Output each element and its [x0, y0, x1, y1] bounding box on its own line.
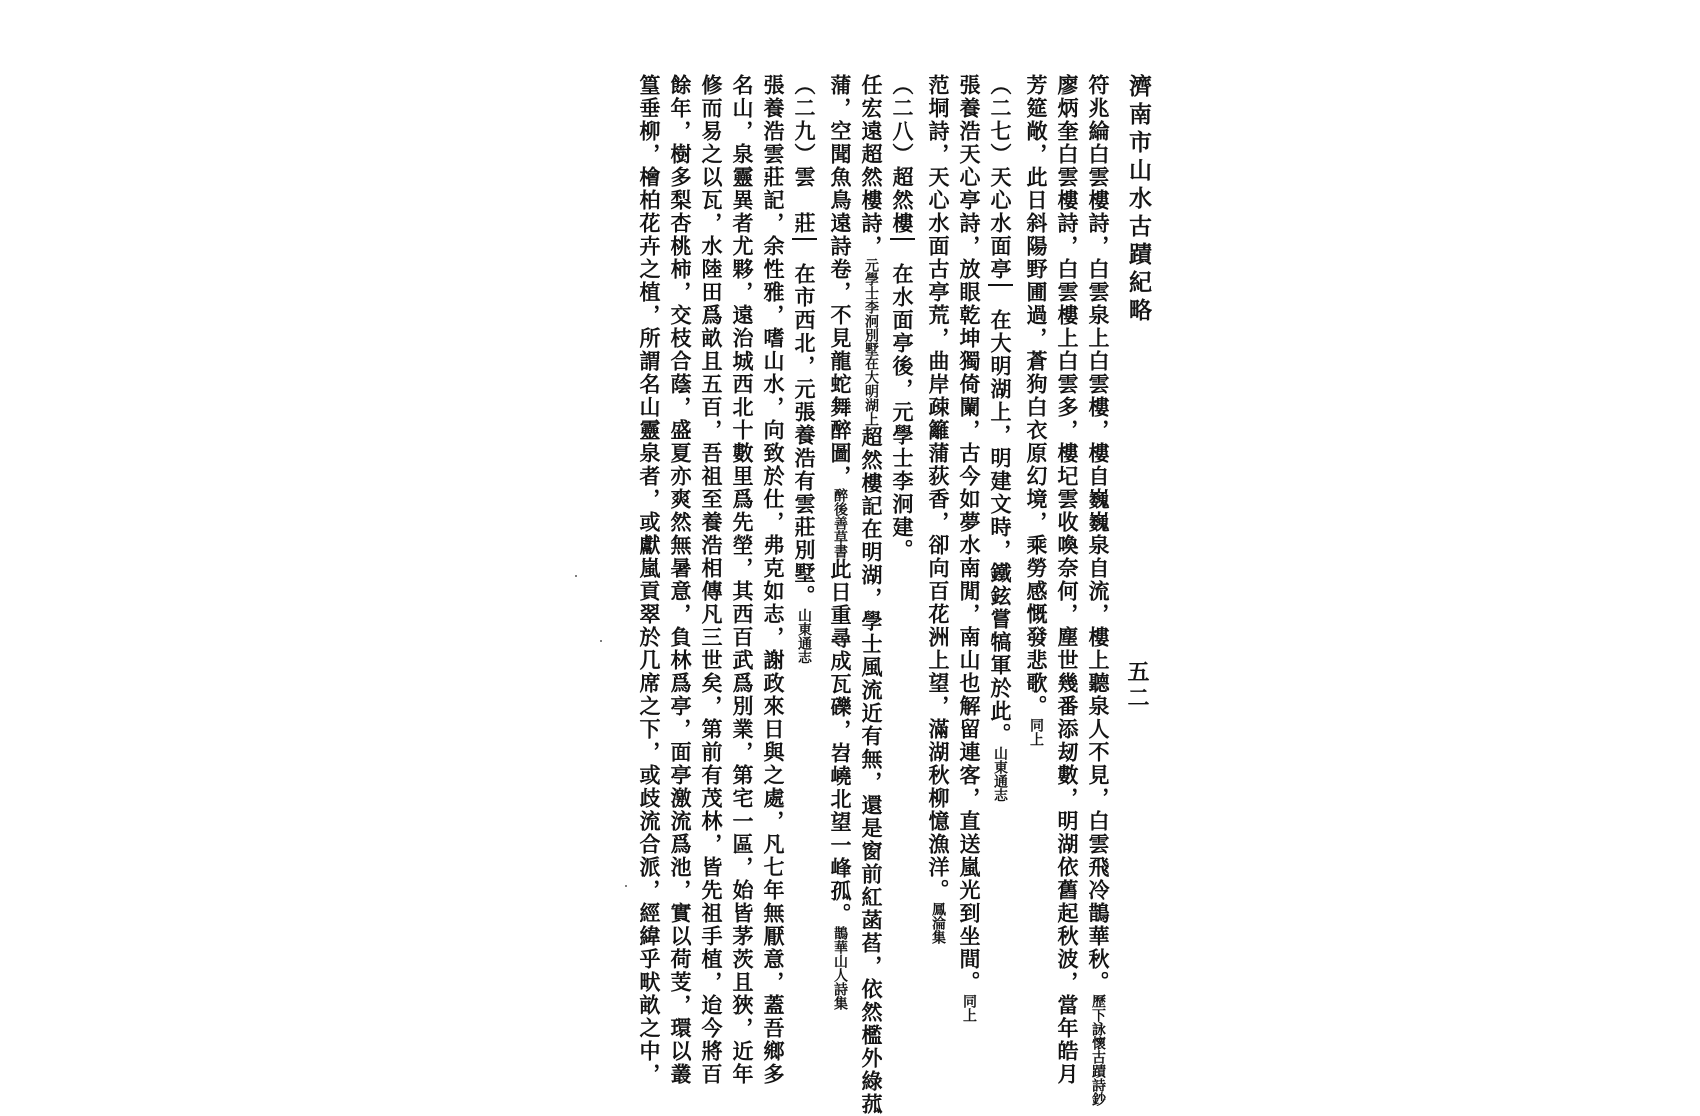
text-column: 芳筵敞，此日斜陽野圃過，蒼狗白衣原幻境，乘勞感慨發悲歌。同上 [1024, 74, 1049, 746]
section-27-column: （二七）天心水面亭 在大明湖上，明建文時，鐵鉉嘗犒軍於此。山東通志 [988, 74, 1013, 802]
citation-note: 同上 [1028, 718, 1044, 746]
citation-note: 山東通志 [796, 608, 812, 664]
citation-note: 歷下詠懷古蹟詩鈔 [1090, 994, 1106, 1106]
page-number: 五二 [1124, 660, 1150, 712]
text-column: 篁垂柳，檜柏花卉之植，所謂名山靈泉者，或獻嵐貢翠於几席之下，或歧流合派，經緯乎畎畝之中， [637, 74, 662, 1086]
document-page [600, 60, 1152, 1116]
scan-speck [625, 885, 627, 887]
book-title: 濟南市山水古蹟紀略 [1125, 74, 1152, 326]
scan-speck [575, 575, 577, 577]
section-heading-27: （二七）天心水面亭 [988, 74, 1013, 286]
text-column: 范垌詩，天心水面古亭荒，曲岸疎籬蒲荻香，卻向百花洲上望，滿湖秋柳憶漁洋。鳳淪集 [926, 74, 951, 944]
inline-note: 醉後善草書 [832, 488, 848, 558]
scan-speck [600, 640, 602, 642]
section-heading-28: （二八）超然樓 [890, 74, 915, 240]
inline-note: 元學士李泂別墅在大明湖上 [863, 258, 879, 426]
text-column: 張養浩天心亭詩，放眼乾坤獨倚闌，古今如夢水南閒，南山也解留連客，直送嵐光到坐間。同上 [957, 74, 982, 1022]
text-column: 蒲，空聞魚鳥遠詩卷，不見龍蛇舞醉圖，醉後善草書此日重尋成瓦礫，岧嶢北望一峰孤。鵲華山人詩集 [828, 74, 853, 1010]
section-heading-29: （二九）雲 莊 [792, 74, 817, 240]
citation-note: 山東通志 [992, 746, 1008, 802]
text-column: 廖炳奎白雲樓詩，白雲樓上白雲多，樓圮雲收喚奈何，塵世幾番添刼數，明湖依舊起秋波，當年皓月 [1055, 74, 1080, 1086]
citation-note: 同上 [961, 994, 977, 1022]
text-column: 名山，泉靈異者尤夥，遠治城西北十數里爲先塋，其西百武爲別業，第宅一區，始皆茅茨且狹，近年 [730, 74, 755, 1086]
text-column: 張養浩雲莊記，余性雅，嗜山水，向致於仕，弗克如志，謝政來日與之處，凡七年無厭意，蓋吾鄉多 [761, 74, 786, 1086]
citation-note: 鵲華山人詩集 [832, 926, 848, 1010]
section-29-column: （二九）雲 莊 在市西北，元張養浩有雲莊別墅。山東通志 [792, 74, 817, 664]
text-column: 任宏遠超然樓詩，元學士李泂別墅在大明湖上超然樓記在明湖，學士風流近有無，還是窗前紅菡萏，依然檻外綠菰 [859, 74, 884, 1116]
text-column: 餘年，樹多梨杏桃柿，交枝合蔭，盛夏亦爽然無暑意，負林爲亭，面亭激流爲池，實以荷芰，環以叢 [668, 74, 693, 1086]
section-28-column: （二八）超然樓 在水面亭後，元學士李泂建。 [890, 74, 915, 562]
citation-note: 鳳淪集 [930, 902, 946, 944]
text-column: 修而易之以瓦，水陸田爲畝且五百，吾祖至養浩相傳凡三世矣，第前有茂林，皆先祖手植，迨今將百 [699, 74, 724, 1086]
text-column: 符兆綸白雲樓詩，白雲泉上白雲樓，樓自巍巍泉自流，樓上聽泉人不見，白雲飛冷鵲華秋。歷下詠懷古蹟詩鈔 [1086, 74, 1111, 1106]
